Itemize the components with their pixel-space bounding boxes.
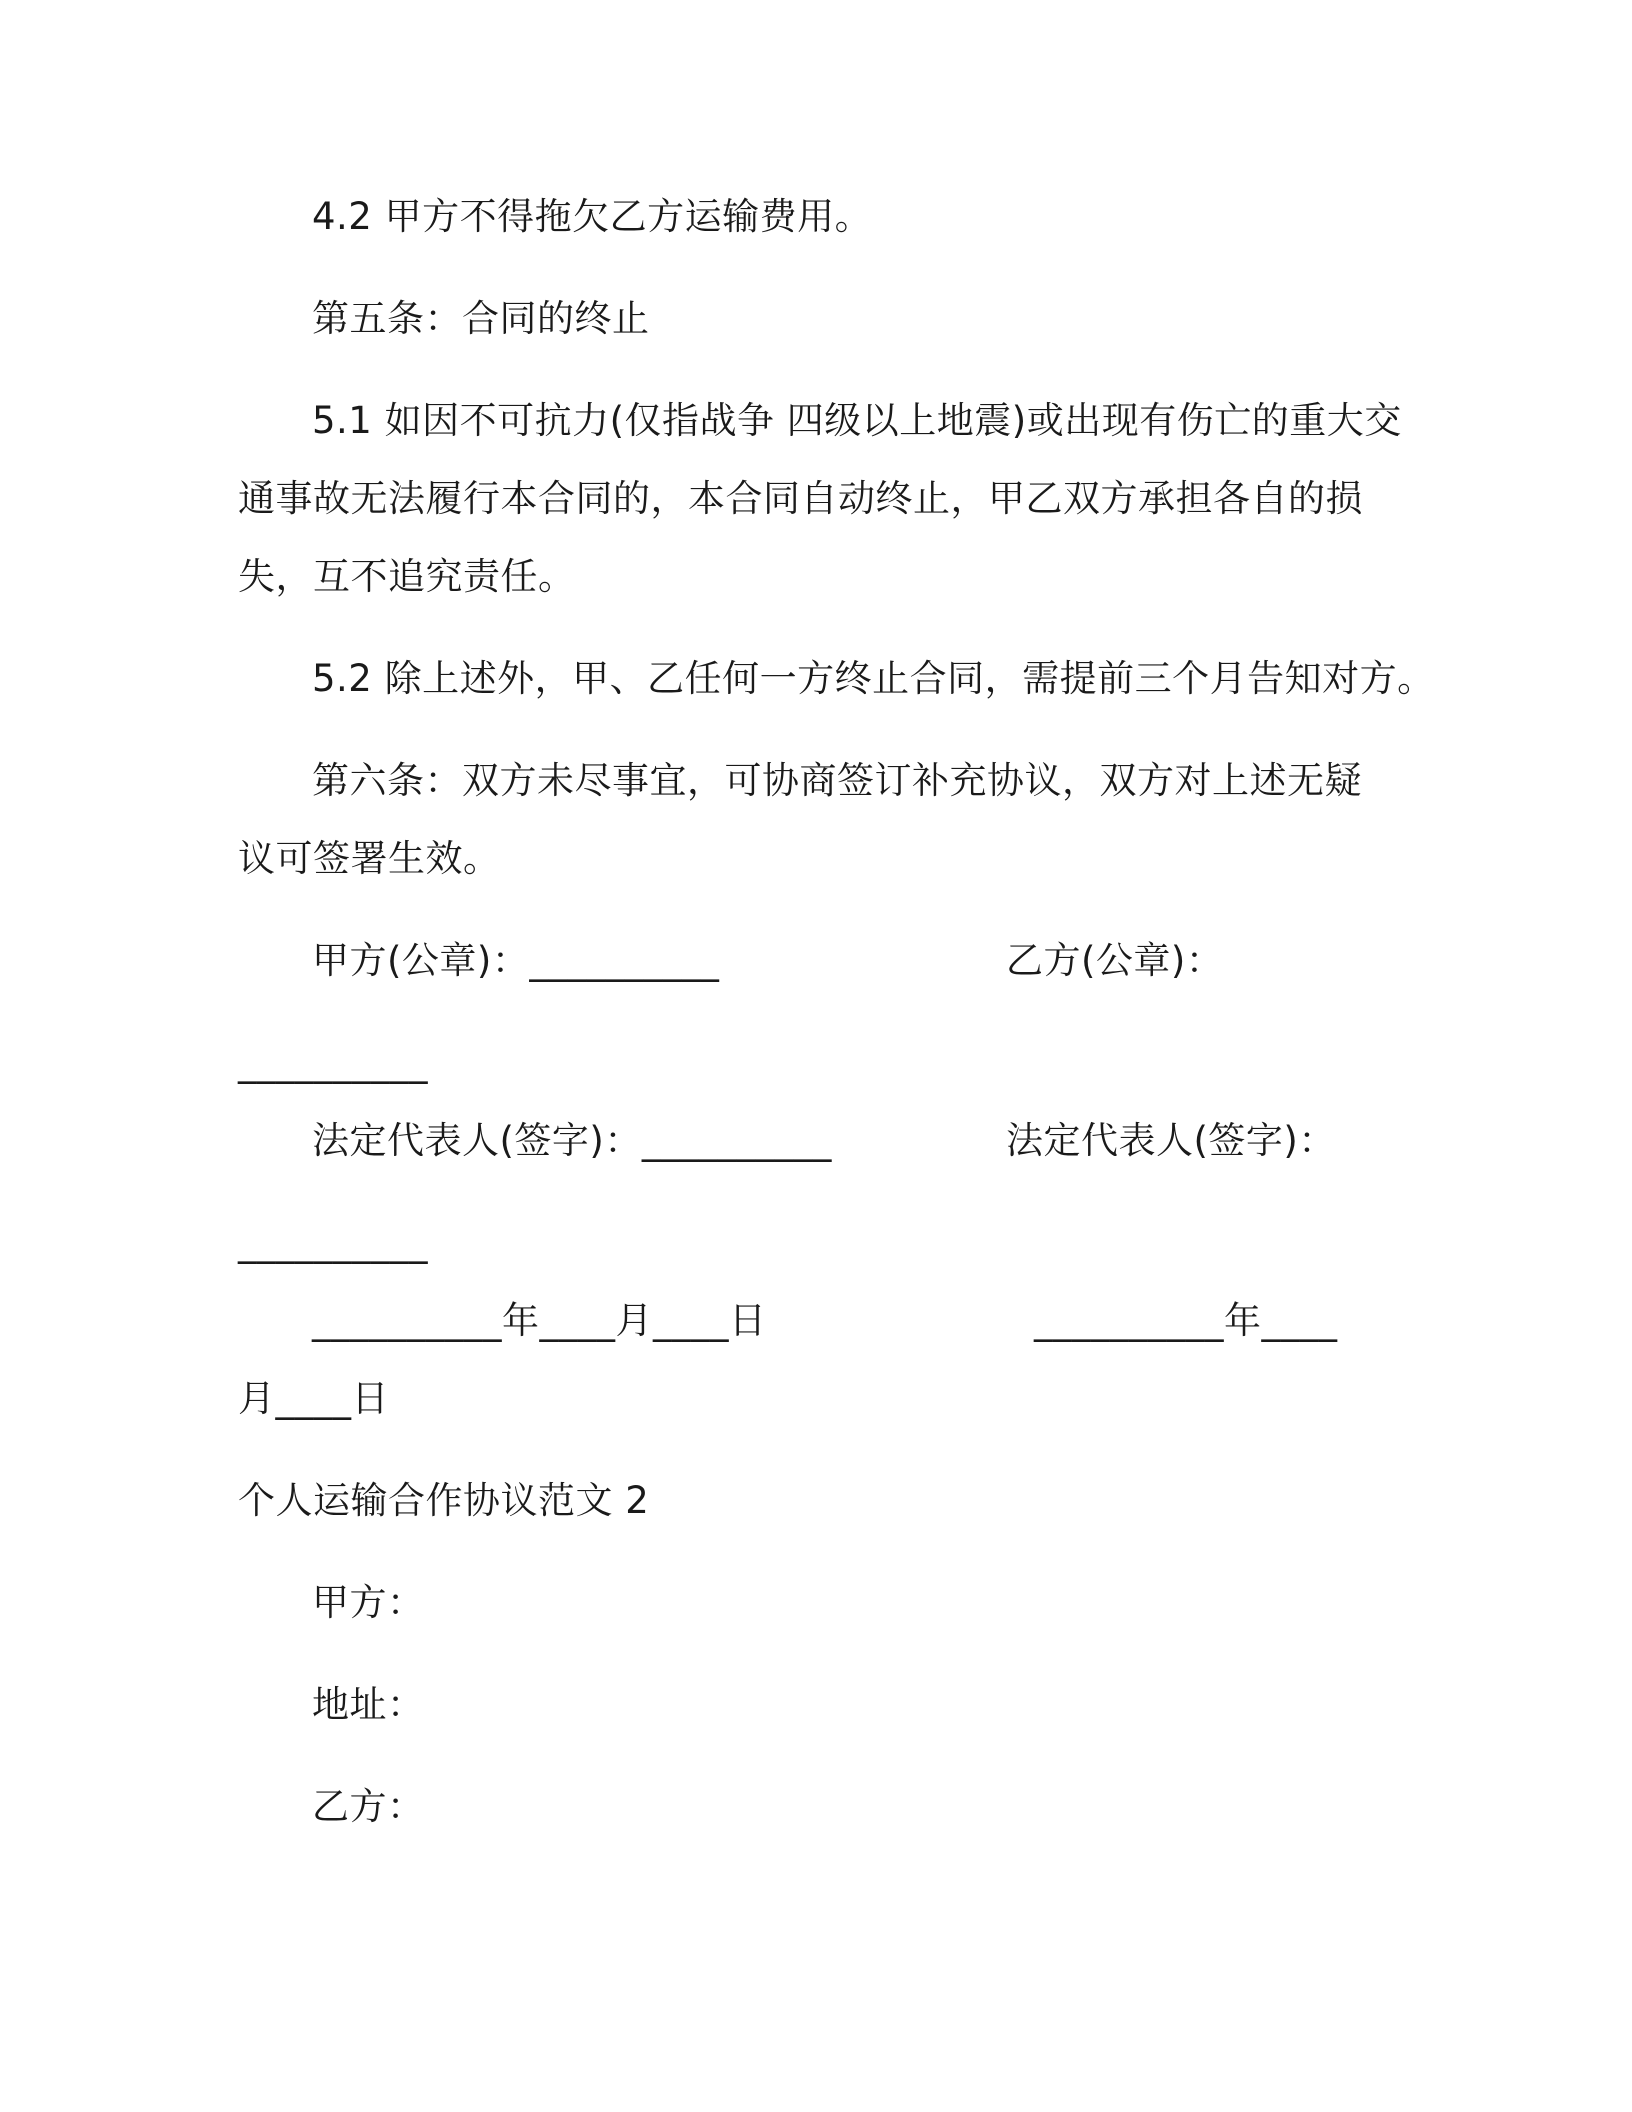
date-a: __________年____月____日 bbox=[312, 1299, 767, 1342]
article-6-line1: 第六条：双方未尽事宜，可协商签订补充协议，双方对上述无疑 bbox=[312, 759, 1362, 802]
article-5-title: 第五条：合同的终止 bbox=[312, 297, 650, 340]
clause-5-1-line2: 通事故无法履行本合同的，本合同自动终止，甲乙双方承担各自的损 bbox=[238, 477, 1363, 520]
clause-5-2: 5.2 除上述外，甲、乙任何一方终止合同，需提前三个月告知对方。 bbox=[312, 657, 1435, 700]
rep-a-signature: 法定代表人(签字)：__________ bbox=[312, 1119, 832, 1162]
party-b-label: 乙方： bbox=[312, 1785, 425, 1828]
clause-4-2: 4.2 甲方不得拖欠乙方运输费用。 bbox=[312, 195, 873, 238]
section-2-title: 个人运输合作协议范文 2 bbox=[238, 1479, 650, 1522]
clause-5-1-line3: 失，互不追究责任。 bbox=[238, 555, 576, 598]
party-a-label: 甲方： bbox=[312, 1581, 425, 1624]
party-a-seal: 甲方(公章)：__________ bbox=[312, 939, 720, 982]
party-b-seal: 乙方(公章)： bbox=[1006, 939, 1224, 982]
address-label: 地址： bbox=[312, 1683, 425, 1726]
article-6-line2: 议可签署生效。 bbox=[238, 837, 501, 880]
party-b-seal-blank: __________ bbox=[238, 1041, 428, 1084]
clause-5-1-line1: 5.1 如因不可抗力(仅指战争 四级以上地震)或出现有伤亡的重大交 bbox=[312, 399, 1402, 442]
date-b-cont: 月____日 bbox=[238, 1377, 389, 1420]
rep-b-signature-blank: __________ bbox=[238, 1221, 428, 1264]
rep-b-signature: 法定代表人(签字)： bbox=[1006, 1119, 1336, 1162]
date-b: __________年____ bbox=[1034, 1299, 1338, 1342]
